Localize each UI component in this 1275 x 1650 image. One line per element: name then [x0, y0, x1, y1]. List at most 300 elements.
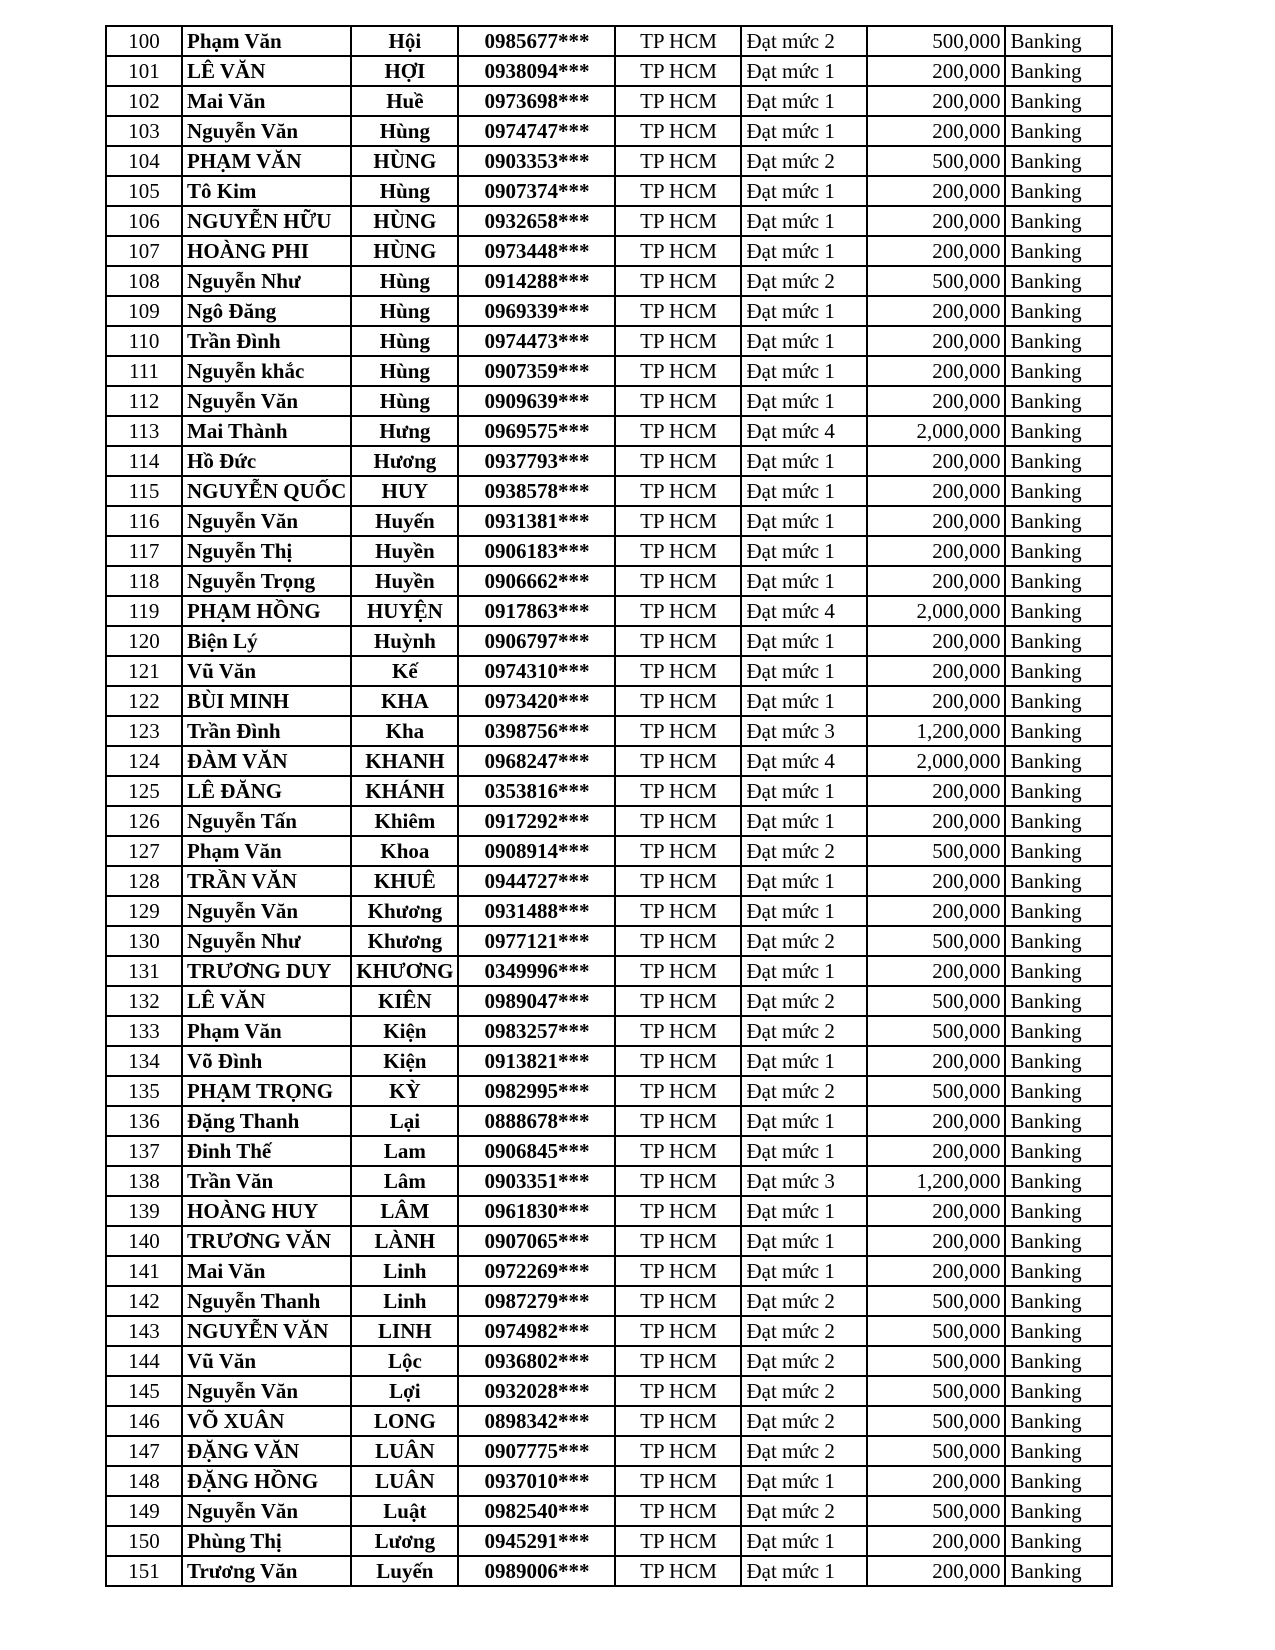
level-cell: Đạt mức 1 [741, 236, 867, 266]
city-cell: TP HCM [615, 1376, 741, 1406]
city-cell: TP HCM [615, 386, 741, 416]
phone-cell: 0398756*** [458, 716, 615, 746]
row-number: 136 [106, 1106, 182, 1136]
surname-cell: VÕ XUÂN [182, 1406, 351, 1436]
surname-cell: LÊ VĂN [182, 986, 351, 1016]
method-cell: Banking [1005, 926, 1112, 956]
surname-cell: Võ Đình [182, 1046, 351, 1076]
winners-table [105, 25, 1113, 1587]
phone-cell: 0938578*** [458, 476, 615, 506]
amount-cell: 500,000 [867, 1406, 1005, 1436]
city-cell: TP HCM [615, 986, 741, 1016]
given-name-cell: LONG [351, 1406, 458, 1436]
method-cell: Banking [1005, 386, 1112, 416]
given-name-cell: KHƯƠNG [351, 956, 458, 986]
given-name-cell: Hùng [351, 176, 458, 206]
city-cell: TP HCM [615, 236, 741, 266]
table-row [106, 476, 1112, 506]
surname-cell: PHẠM TRỌNG [182, 1076, 351, 1106]
row-number: 144 [106, 1346, 182, 1376]
phone-cell: 0977121*** [458, 926, 615, 956]
level-cell: Đạt mức 1 [741, 1226, 867, 1256]
amount-cell: 200,000 [867, 1046, 1005, 1076]
amount-cell: 500,000 [867, 836, 1005, 866]
surname-cell: HOÀNG PHI [182, 236, 351, 266]
amount-cell: 2,000,000 [867, 596, 1005, 626]
city-cell: TP HCM [615, 506, 741, 536]
surname-cell: Biện Lý [182, 626, 351, 656]
surname-cell: Nguyễn Văn [182, 116, 351, 146]
level-cell: Đạt mức 2 [741, 986, 867, 1016]
table-row [106, 1256, 1112, 1286]
level-cell: Đạt mức 2 [741, 1346, 867, 1376]
row-number: 141 [106, 1256, 182, 1286]
level-cell: Đạt mức 1 [741, 626, 867, 656]
level-cell: Đạt mức 1 [741, 326, 867, 356]
city-cell: TP HCM [615, 116, 741, 146]
given-name-cell: Lại [351, 1106, 458, 1136]
table-row [106, 146, 1112, 176]
phone-cell: 0937010*** [458, 1466, 615, 1496]
row-number: 120 [106, 626, 182, 656]
table-row [106, 986, 1112, 1016]
amount-cell: 500,000 [867, 1076, 1005, 1106]
given-name-cell: Khiêm [351, 806, 458, 836]
city-cell: TP HCM [615, 1496, 741, 1526]
row-number: 114 [106, 446, 182, 476]
table-row [106, 1406, 1112, 1436]
surname-cell: PHẠM VĂN [182, 146, 351, 176]
surname-cell: NGUYỄN HỮU [182, 206, 351, 236]
given-name-cell: Huyền [351, 536, 458, 566]
level-cell: Đạt mức 2 [741, 26, 867, 56]
phone-cell: 0906797*** [458, 626, 615, 656]
method-cell: Banking [1005, 1076, 1112, 1106]
row-number: 135 [106, 1076, 182, 1106]
table-body [106, 26, 1112, 1586]
phone-cell: 0907374*** [458, 176, 615, 206]
level-cell: Đạt mức 1 [741, 686, 867, 716]
given-name-cell: Hùng [351, 116, 458, 146]
method-cell: Banking [1005, 416, 1112, 446]
method-cell: Banking [1005, 566, 1112, 596]
given-name-cell: KHANH [351, 746, 458, 776]
city-cell: TP HCM [615, 716, 741, 746]
table-row [106, 926, 1112, 956]
amount-cell: 200,000 [867, 566, 1005, 596]
table-row [106, 806, 1112, 836]
level-cell: Đạt mức 1 [741, 1526, 867, 1556]
surname-cell: ĐÀM VĂN [182, 746, 351, 776]
table-row [106, 86, 1112, 116]
phone-cell: 0906183*** [458, 536, 615, 566]
city-cell: TP HCM [615, 686, 741, 716]
city-cell: TP HCM [615, 1436, 741, 1466]
city-cell: TP HCM [615, 956, 741, 986]
given-name-cell: Lương [351, 1526, 458, 1556]
given-name-cell: HUYỆN [351, 596, 458, 626]
city-cell: TP HCM [615, 86, 741, 116]
table-row [106, 716, 1112, 746]
table-row [106, 206, 1112, 236]
surname-cell: Phùng Thị [182, 1526, 351, 1556]
level-cell: Đạt mức 1 [741, 1136, 867, 1166]
table-row [106, 596, 1112, 626]
phone-cell: 0989047*** [458, 986, 615, 1016]
row-number: 129 [106, 896, 182, 926]
level-cell: Đạt mức 2 [741, 1076, 867, 1106]
row-number: 147 [106, 1436, 182, 1466]
level-cell: Đạt mức 1 [741, 56, 867, 86]
level-cell: Đạt mức 1 [741, 476, 867, 506]
given-name-cell: Linh [351, 1256, 458, 1286]
table-row [106, 26, 1112, 56]
surname-cell: TRẦN VĂN [182, 866, 351, 896]
method-cell: Banking [1005, 1556, 1112, 1586]
amount-cell: 200,000 [867, 1106, 1005, 1136]
surname-cell: NGUYỄN VĂN [182, 1316, 351, 1346]
phone-cell: 0944727*** [458, 866, 615, 896]
given-name-cell: KHA [351, 686, 458, 716]
level-cell: Đạt mức 2 [741, 146, 867, 176]
city-cell: TP HCM [615, 1196, 741, 1226]
row-number: 140 [106, 1226, 182, 1256]
amount-cell: 500,000 [867, 26, 1005, 56]
amount-cell: 500,000 [867, 1316, 1005, 1346]
table-row [106, 536, 1112, 566]
city-cell: TP HCM [615, 26, 741, 56]
city-cell: TP HCM [615, 1106, 741, 1136]
amount-cell: 200,000 [867, 1256, 1005, 1286]
level-cell: Đạt mức 1 [741, 1256, 867, 1286]
row-number: 137 [106, 1136, 182, 1166]
city-cell: TP HCM [615, 1166, 741, 1196]
table-row [106, 656, 1112, 686]
given-name-cell: LUÂN [351, 1466, 458, 1496]
level-cell: Đạt mức 1 [741, 386, 867, 416]
method-cell: Banking [1005, 1136, 1112, 1166]
method-cell: Banking [1005, 476, 1112, 506]
phone-cell: 0917863*** [458, 596, 615, 626]
given-name-cell: KHUÊ [351, 866, 458, 896]
given-name-cell: KIÊN [351, 986, 458, 1016]
row-number: 118 [106, 566, 182, 596]
level-cell: Đạt mức 1 [741, 536, 867, 566]
table-row [106, 506, 1112, 536]
row-number: 127 [106, 836, 182, 866]
method-cell: Banking [1005, 986, 1112, 1016]
surname-cell: Nguyễn Văn [182, 1376, 351, 1406]
row-number: 124 [106, 746, 182, 776]
table-row [106, 686, 1112, 716]
surname-cell: Ngô Đăng [182, 296, 351, 326]
city-cell: TP HCM [615, 1316, 741, 1346]
phone-cell: 0909639*** [458, 386, 615, 416]
method-cell: Banking [1005, 1436, 1112, 1466]
phone-cell: 0968247*** [458, 746, 615, 776]
surname-cell: Mai Thành [182, 416, 351, 446]
surname-cell: Vũ Văn [182, 1346, 351, 1376]
given-name-cell: Hưng [351, 416, 458, 446]
table-row [106, 56, 1112, 86]
city-cell: TP HCM [615, 1136, 741, 1166]
phone-cell: 0938094*** [458, 56, 615, 86]
row-number: 128 [106, 866, 182, 896]
level-cell: Đạt mức 1 [741, 896, 867, 926]
method-cell: Banking [1005, 1256, 1112, 1286]
row-number: 109 [106, 296, 182, 326]
surname-cell: Nguyễn Văn [182, 386, 351, 416]
table-row [106, 446, 1112, 476]
city-cell: TP HCM [615, 416, 741, 446]
given-name-cell: KỲ [351, 1076, 458, 1106]
amount-cell: 200,000 [867, 806, 1005, 836]
level-cell: Đạt mức 4 [741, 596, 867, 626]
given-name-cell: Lam [351, 1136, 458, 1166]
city-cell: TP HCM [615, 146, 741, 176]
amount-cell: 200,000 [867, 56, 1005, 86]
amount-cell: 2,000,000 [867, 416, 1005, 446]
surname-cell: Đặng Thanh [182, 1106, 351, 1136]
row-number: 131 [106, 956, 182, 986]
table-row [106, 836, 1112, 866]
city-cell: TP HCM [615, 1256, 741, 1286]
given-name-cell: HÙNG [351, 236, 458, 266]
level-cell: Đạt mức 1 [741, 86, 867, 116]
phone-cell: 0945291*** [458, 1526, 615, 1556]
amount-cell: 200,000 [867, 776, 1005, 806]
table-row [106, 1046, 1112, 1076]
method-cell: Banking [1005, 146, 1112, 176]
row-number: 134 [106, 1046, 182, 1076]
city-cell: TP HCM [615, 1466, 741, 1496]
row-number: 149 [106, 1496, 182, 1526]
phone-cell: 0898342*** [458, 1406, 615, 1436]
table-row [106, 296, 1112, 326]
level-cell: Đạt mức 3 [741, 716, 867, 746]
amount-cell: 1,200,000 [867, 1166, 1005, 1196]
surname-cell: Nguyễn Văn [182, 506, 351, 536]
table-row [106, 1556, 1112, 1586]
level-cell: Đạt mức 1 [741, 1556, 867, 1586]
level-cell: Đạt mức 2 [741, 836, 867, 866]
given-name-cell: Huyền [351, 566, 458, 596]
table-row [106, 326, 1112, 356]
level-cell: Đạt mức 1 [741, 656, 867, 686]
city-cell: TP HCM [615, 1016, 741, 1046]
city-cell: TP HCM [615, 866, 741, 896]
amount-cell: 200,000 [867, 956, 1005, 986]
phone-cell: 0907359*** [458, 356, 615, 386]
phone-cell: 0353816*** [458, 776, 615, 806]
city-cell: TP HCM [615, 1556, 741, 1586]
phone-cell: 0974747*** [458, 116, 615, 146]
table-row [106, 1346, 1112, 1376]
given-name-cell: HUY [351, 476, 458, 506]
amount-cell: 200,000 [867, 896, 1005, 926]
row-number: 103 [106, 116, 182, 146]
amount-cell: 200,000 [867, 326, 1005, 356]
city-cell: TP HCM [615, 1226, 741, 1256]
amount-cell: 2,000,000 [867, 746, 1005, 776]
level-cell: Đạt mức 2 [741, 1406, 867, 1436]
surname-cell: Trần Văn [182, 1166, 351, 1196]
given-name-cell: HỢI [351, 56, 458, 86]
level-cell: Đạt mức 1 [741, 956, 867, 986]
row-number: 105 [106, 176, 182, 206]
given-name-cell: LÂM [351, 1196, 458, 1226]
given-name-cell: Kha [351, 716, 458, 746]
amount-cell: 200,000 [867, 386, 1005, 416]
level-cell: Đạt mức 1 [741, 866, 867, 896]
method-cell: Banking [1005, 536, 1112, 566]
given-name-cell: HÙNG [351, 206, 458, 236]
surname-cell: NGUYỄN QUỐC [182, 476, 351, 506]
surname-cell: Vũ Văn [182, 656, 351, 686]
level-cell: Đạt mức 2 [741, 1496, 867, 1526]
city-cell: TP HCM [615, 266, 741, 296]
method-cell: Banking [1005, 1376, 1112, 1406]
amount-cell: 500,000 [867, 1436, 1005, 1466]
given-name-cell: Luyến [351, 1556, 458, 1586]
method-cell: Banking [1005, 866, 1112, 896]
given-name-cell: Lâm [351, 1166, 458, 1196]
city-cell: TP HCM [615, 1046, 741, 1076]
level-cell: Đạt mức 1 [741, 776, 867, 806]
amount-cell: 200,000 [867, 1526, 1005, 1556]
table-row [106, 956, 1112, 986]
row-number: 122 [106, 686, 182, 716]
level-cell: Đạt mức 1 [741, 296, 867, 326]
method-cell: Banking [1005, 896, 1112, 926]
surname-cell: TRƯƠNG DUY [182, 956, 351, 986]
surname-cell: Mai Văn [182, 86, 351, 116]
city-cell: TP HCM [615, 836, 741, 866]
table-row [106, 116, 1112, 146]
method-cell: Banking [1005, 686, 1112, 716]
level-cell: Đạt mức 1 [741, 1046, 867, 1076]
given-name-cell: Huỳnh [351, 626, 458, 656]
surname-cell: Nguyễn Tấn [182, 806, 351, 836]
phone-cell: 0931381*** [458, 506, 615, 536]
surname-cell: Phạm Văn [182, 26, 351, 56]
given-name-cell: Hùng [351, 326, 458, 356]
row-number: 107 [106, 236, 182, 266]
method-cell: Banking [1005, 1196, 1112, 1226]
method-cell: Banking [1005, 1466, 1112, 1496]
table-row [106, 1286, 1112, 1316]
given-name-cell: Khương [351, 926, 458, 956]
given-name-cell: Lộc [351, 1346, 458, 1376]
table-row [106, 1106, 1112, 1136]
surname-cell: Hồ Đức [182, 446, 351, 476]
amount-cell: 500,000 [867, 1286, 1005, 1316]
table-row [106, 1166, 1112, 1196]
surname-cell: Mai Văn [182, 1256, 351, 1286]
city-cell: TP HCM [615, 206, 741, 236]
row-number: 116 [106, 506, 182, 536]
phone-cell: 0932658*** [458, 206, 615, 236]
given-name-cell: Linh [351, 1286, 458, 1316]
amount-cell: 200,000 [867, 506, 1005, 536]
row-number: 101 [106, 56, 182, 86]
method-cell: Banking [1005, 236, 1112, 266]
table-row [106, 896, 1112, 926]
city-cell: TP HCM [615, 176, 741, 206]
method-cell: Banking [1005, 56, 1112, 86]
city-cell: TP HCM [615, 476, 741, 506]
table-row [106, 1136, 1112, 1166]
method-cell: Banking [1005, 836, 1112, 866]
phone-cell: 0914288*** [458, 266, 615, 296]
table-row [106, 866, 1112, 896]
phone-cell: 0936802*** [458, 1346, 615, 1376]
method-cell: Banking [1005, 1526, 1112, 1556]
given-name-cell: LINH [351, 1316, 458, 1346]
phone-cell: 0973448*** [458, 236, 615, 266]
table-row [106, 386, 1112, 416]
phone-cell: 0974310*** [458, 656, 615, 686]
row-number: 145 [106, 1376, 182, 1406]
row-number: 148 [106, 1466, 182, 1496]
given-name-cell: Huề [351, 86, 458, 116]
level-cell: Đạt mức 1 [741, 806, 867, 836]
phone-cell: 0903353*** [458, 146, 615, 176]
table-row [106, 266, 1112, 296]
table-row [106, 1016, 1112, 1046]
city-cell: TP HCM [615, 1076, 741, 1106]
amount-cell: 200,000 [867, 296, 1005, 326]
row-number: 115 [106, 476, 182, 506]
phone-cell: 0908914*** [458, 836, 615, 866]
row-number: 100 [106, 26, 182, 56]
amount-cell: 500,000 [867, 1496, 1005, 1526]
row-number: 143 [106, 1316, 182, 1346]
method-cell: Banking [1005, 776, 1112, 806]
given-name-cell: Kiện [351, 1016, 458, 1046]
method-cell: Banking [1005, 176, 1112, 206]
phone-cell: 0903351*** [458, 1166, 615, 1196]
method-cell: Banking [1005, 446, 1112, 476]
amount-cell: 200,000 [867, 536, 1005, 566]
surname-cell: Nguyễn Như [182, 266, 351, 296]
given-name-cell: Hùng [351, 386, 458, 416]
city-cell: TP HCM [615, 296, 741, 326]
city-cell: TP HCM [615, 806, 741, 836]
level-cell: Đạt mức 4 [741, 416, 867, 446]
phone-cell: 0973420*** [458, 686, 615, 716]
method-cell: Banking [1005, 626, 1112, 656]
amount-cell: 200,000 [867, 116, 1005, 146]
surname-cell: BÙI MINH [182, 686, 351, 716]
table-row [106, 1466, 1112, 1496]
surname-cell: Trần Đình [182, 716, 351, 746]
city-cell: TP HCM [615, 1526, 741, 1556]
amount-cell: 200,000 [867, 356, 1005, 386]
surname-cell: PHẠM HỒNG [182, 596, 351, 626]
city-cell: TP HCM [615, 446, 741, 476]
level-cell: Đạt mức 1 [741, 116, 867, 146]
amount-cell: 200,000 [867, 866, 1005, 896]
surname-cell: Nguyễn Văn [182, 896, 351, 926]
surname-cell: Nguyễn Văn [182, 1496, 351, 1526]
surname-cell: Phạm Văn [182, 836, 351, 866]
city-cell: TP HCM [615, 356, 741, 386]
row-number: 119 [106, 596, 182, 626]
method-cell: Banking [1005, 1406, 1112, 1436]
row-number: 113 [106, 416, 182, 446]
phone-cell: 0982540*** [458, 1496, 615, 1526]
